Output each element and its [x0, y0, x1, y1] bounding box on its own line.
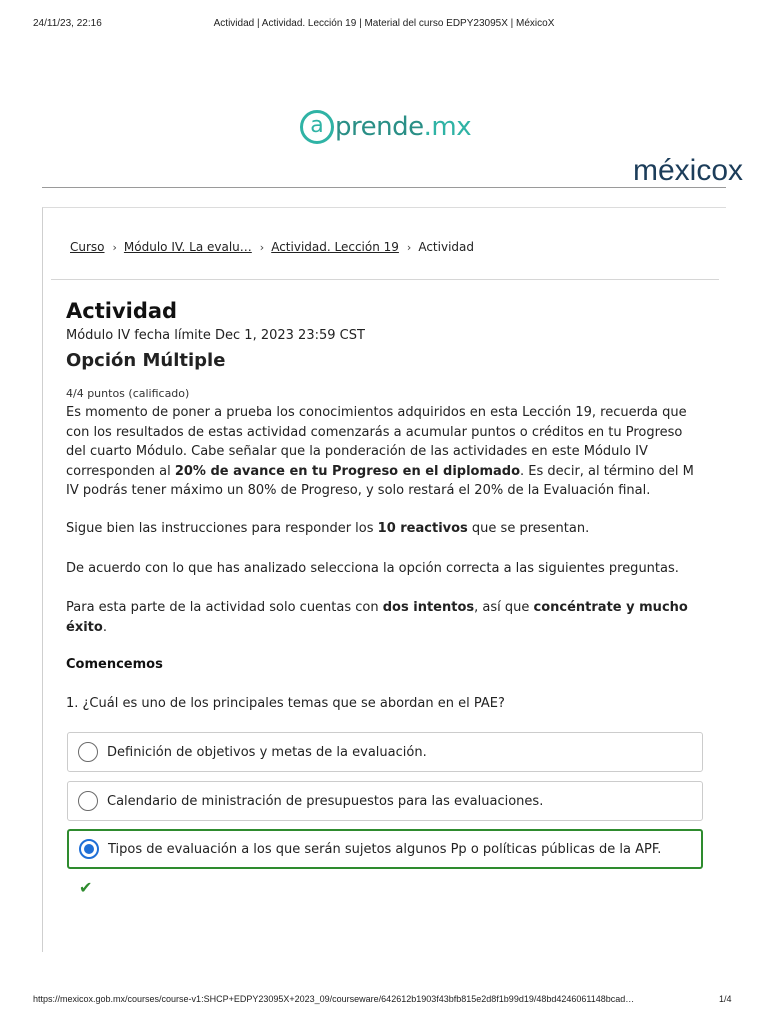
problem-title: Opción Múltiple: [66, 350, 226, 371]
attempts-text: dos intentos: [382, 600, 475, 615]
intro-paragraph-4: Para esta parte de la actividad solo cuentas con dos intentos, así que concéntrate y mucho éxito.: [66, 600, 688, 635]
progress-weight-text: 20% de avance en tu Progreso en el diplomado: [174, 463, 521, 479]
breadcrumb-link-modulo[interactable]: Módulo IV. La evalu…: [123, 240, 252, 254]
print-page-number: 1/4: [719, 994, 732, 1004]
breadcrumb-link-actividad-leccion[interactable]: Actividad. Lección 19: [271, 240, 399, 254]
answer-option-label: Tipos de evaluación a los que serán sujetos algunos Pp o políticas públicas de la APF.: [108, 841, 662, 857]
chevron-right-icon: ›: [406, 240, 412, 254]
checkmark-icon: ✔: [79, 878, 93, 897]
radio-button[interactable]: [78, 791, 98, 811]
breadcrumb: [70, 239, 474, 255]
section-heading: Comencemos: [66, 657, 163, 672]
answer-option[interactable]: [67, 732, 703, 772]
problem-points: 4/4 puntos (calificado): [66, 387, 190, 400]
breadcrumb-divider: [51, 279, 719, 280]
header-divider: [42, 187, 726, 188]
print-page-title: Actividad | Actividad. Lección 19 | Material del curso EDPY23095X | MéxicoX: [213, 18, 555, 29]
logo-at-letter: a: [310, 112, 324, 138]
breadcrumb-current: Actividad: [418, 240, 474, 254]
aprende-logo[interactable]: [300, 106, 471, 148]
radio-button-selected[interactable]: [79, 839, 99, 859]
intro-paragraph-2: Sigue bien las instrucciones para responder los 10 reactivos que se presentan.: [66, 521, 590, 536]
radio-button[interactable]: [78, 742, 98, 762]
chevron-right-icon: ›: [259, 240, 265, 254]
answer-option-label: Definición de objetivos y metas de la evaluación.: [107, 744, 427, 760]
chevron-right-icon: ›: [112, 240, 117, 254]
answer-option-label: Calendario de ministración de presupuestos para las evaluaciones.: [107, 793, 544, 809]
intro-paragraph-1: Es momento de poner a prueba los conocimientos adquiridos en esta Lección 19, recuerda que con los resultados de estas actividad comenzarás a acumular puntos o créditos en tu Progreso del cuarto Módulo. Cabe señalar que la ponderación de las actividades en este Módulo IV corresponden al 20% de avance en tu Progreso en el diplomado. Es decir, al término del M IV podrás tener máximo un 80% de Progreso, y solo restará el 20% de la Evaluación final.: [66, 405, 694, 499]
at-sign-icon: [300, 110, 334, 144]
logo-word: prende: [335, 112, 424, 142]
intro-paragraph-3: De acuerdo con lo que has analizado selecciona la opción correcta a las siguientes preguntas.: [66, 561, 679, 576]
logo-wordmark: [335, 112, 471, 142]
answer-option[interactable]: [67, 781, 703, 821]
unit-title: Actividad: [66, 299, 178, 323]
answer-option-selected[interactable]: [67, 829, 703, 869]
question-text: 1. ¿Cuál es uno de los principales temas que se abordan en el PAE?: [66, 696, 505, 711]
print-header: [0, 18, 768, 32]
mexicox-logo[interactable]: méxicox: [633, 154, 744, 187]
item-count-text: 10 reactivos: [377, 521, 468, 536]
due-date: Módulo IV fecha límite Dec 1, 2023 23:59 CST: [66, 328, 365, 343]
breadcrumb-link-curso[interactable]: Curso: [70, 240, 105, 254]
print-datetime: 24/11/23, 22:16: [33, 18, 102, 29]
good-luck-text: concéntrate y mucho éxito: [66, 600, 688, 635]
logo-tld: .mx: [423, 112, 472, 142]
print-url: https://mexicox.gob.mx/courses/course-v1:SHCP+EDPY23095X+2023_09/courseware/642612b1903f43bfb815e2d8f1b99d19/48bd4246061148bcad…: [33, 994, 635, 1004]
